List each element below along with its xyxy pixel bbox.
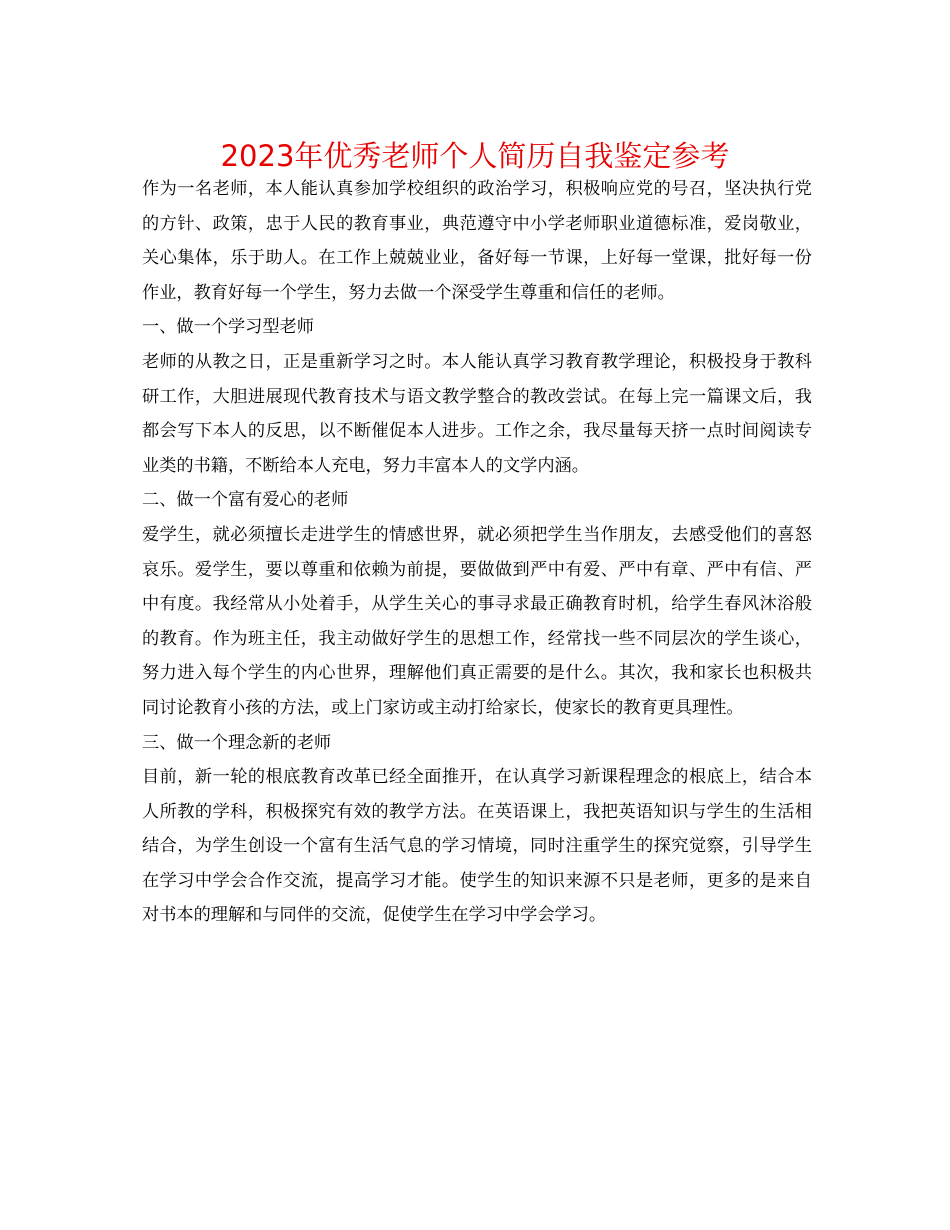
section-heading-2: 二、做一个富有爱心的老师 [142,490,349,511]
section-heading-3: 三、做一个理念新的老师 [142,732,332,753]
section-heading-1: 一、做一个学习型老师 [142,317,314,338]
intro-paragraph: 作为一名老师，本人能认真参加学校组织的政治学习，积极响应党的号召，坚决执行党的方针、政策，忠于人民的教育事业，典范遵守中小学老师职业道德标准，爱岗敬业，关心集体，乐于助人。在工作上兢兢业业，备好每一节课，上好每一堂课，批好每一份作业，教育好每一个学生，努力去做一个深受学生尊重和信任的老师。 [142,179,812,303]
section-paragraph-2: 爱学生，就必须擅长走进学生的情感世界，就必须把学生当作朋友，去感受他们的喜怒哀乐。爱学生，要以尊重和依赖为前提，要做做到严中有爱、严中有章、严中有信、严中有度。我经常从小处着手，从学生关心的事寻求最正确教育时机，给学生春风沐浴般的教育。作为班主任，我主动做好学生的思想工作，经常找一些不同层次的学生谈心，努力进入每个学生的内心世界，理解他们真正需要的是什么。其次，我和家长也积极共同讨论教育小孩的方法，或上门家访或主动打给家长，使家长的教育更具理性。 [142,524,812,718]
section-paragraph-1: 老师的从教之日，正是重新学习之时。本人能认真学习教育教学理论，积极投身于教科研工作，大胆进展现代教育技术与语文教学整合的教改尝试。在每上完一篇课文后，我都会写下本人的反思，以不断催促本人进步。工作之余，我尽量每天挤一点时间阅读专业类的书籍，不断给本人充电，努力丰富本人的文学内涵。 [142,351,812,476]
section-paragraph-3: 目前，新一轮的根底教育改革已经全面推开，在认真学习新课程理念的根底上，结合本人所教的学科，积极探究有效的教学方法。在英语课上，我把英语知识与学生的生活相结合，为学生创设一个富有生活气息的学习情境，同时注重学生的探究觉察，引导学生在学习中学会合作交流，提高学习才能。使学生的知识来源不只是老师，更多的是来自对书本的理解和与同伴的交流，促使学生在学习中学会学习。 [142,767,812,926]
document-body [142,172,812,933]
document-title: 2023年优秀老师个人简历自我鉴定参考 [220,139,730,173]
